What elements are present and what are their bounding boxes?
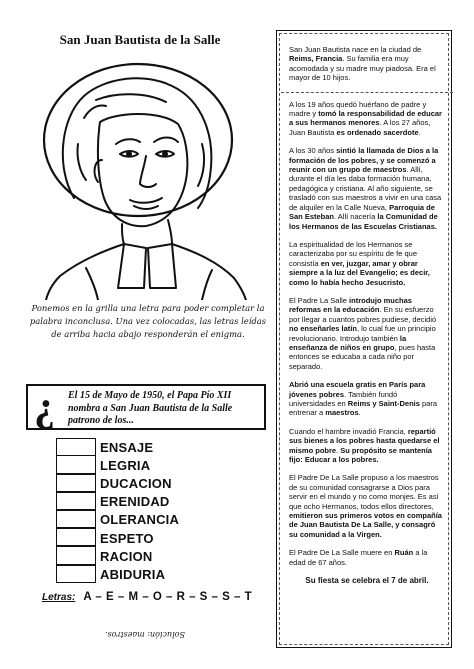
bold-run: Ruán [394,548,414,558]
page-title: San Juan Bautista de la Salle [59,32,221,47]
bold-run: repartió sus bienes a los pobres hasta quedarse el mismo pobre [289,426,440,455]
word-row [56,529,179,547]
bold-run: en ver, juzgar, amar y obrar siempre a la luz del Evangelio; es decir, como lo había hecho Jesucristo. [289,258,430,287]
letters-label: Letras: [42,592,76,603]
incomplete-word: LEGRIA [100,457,151,473]
text-run: . Allí nacería [334,212,378,222]
bio-paragraph [289,548,445,567]
enigma-question-box [26,384,266,430]
text-run: El Padre La Salle [289,295,350,305]
question-mark-icon: ¿ [34,384,55,430]
incomplete-word: RACION [100,548,153,564]
enigma-question-text: El 15 de Mayo de 1950, el Papa Pío XII nombra a San Juan Bautista de la Salle patrono de los... [68,390,233,426]
bio-paragraph [289,146,445,231]
text-run: . En su esfuerzo por llegar a cuantos pobres pudiese, decidió [289,305,437,324]
bold-run: Parroquia de San Esteban [289,202,435,222]
text-run: a la edad de 67 años. [289,548,428,567]
text-run: . Allí, durante el día les daba formación humana, pedagógica y cristiana. Al año siguiente, se trasladó con sus maestros a vivir en una casa de alquiler en la Calle Nueva, [289,165,442,212]
text-run: . Su familia era muy acomodada y su madre muy piadosa. Era el mayor de 10 hijos. [289,54,436,83]
bold-run: es ordenado sacerdote [336,127,419,137]
word-row [56,511,179,529]
letter-input-box[interactable] [56,455,96,473]
bio-paragraph [289,380,445,418]
biography-text [289,45,445,586]
letter-input-box[interactable] [56,438,96,456]
instructions-text: Ponemos en la grilla una letra para poder completar la palabra inconclusa. Una vez colocadas, las letras leídas de arriba hacia abajo responderán el enigma. [29,303,267,339]
incomplete-word: DUCACION [100,475,172,491]
incomplete-word: OLERANCIA [100,512,180,528]
biography-panel [276,30,452,648]
text-run: , lo cual fue un principio revolucionario. Introdujo también [289,324,436,343]
bold-run: emitieron sus primeros votos en compañía de Juan Bautista De La Salle, y consagró su comunidad a la Virgen. [289,511,442,539]
bold-run: Reims, Francia [289,54,343,64]
dashed-divider [281,92,453,93]
letter-input-box[interactable] [56,492,96,510]
incomplete-word: ESPETO [100,530,154,546]
feast-day-text: Su fiesta se celebra el 7 de abril. [305,576,429,586]
text-run: La espiritualidad de los Hermanos se caracterizaba por su espíritu de fe que consistía [289,239,417,268]
word-row [56,565,179,583]
inverted-answer: Solución: maestros. [105,630,185,639]
text-run: . [358,408,361,418]
text-run: . También fundó universidades en [289,389,398,408]
bold-run: Su propósito se mantenía fijo: Educar a los pobres. [289,445,432,465]
available-letters [42,591,252,603]
word-row [56,438,179,456]
bio-paragraph [289,45,445,83]
letters-value: A – E – M – O – R – S – S – T [83,591,253,603]
incomplete-word: ENSAJE [100,439,154,455]
letter-input-box[interactable] [56,474,96,492]
letter-input-box[interactable] [56,565,96,583]
text-run: El Padre De La Salle muere en [289,548,395,558]
bio-paragraph [289,240,445,287]
word-row [56,493,179,511]
word-row [56,547,179,565]
text-run: . [336,445,341,455]
text-run: A los 30 años [289,146,337,156]
bold-run: maestros [325,408,359,418]
bold-run: no enseñarles latín [289,324,357,334]
letter-input-box[interactable] [56,510,96,528]
text-run: . A los 27 años, Juan Bautista [289,118,431,137]
bold-run: introdujo muchas reformas en la educación [289,295,412,315]
bold-run: Abrió una escuela gratis en París para jóvenes pobres [289,380,426,399]
text-run: El Padre De La Salle propuso a los maestros de su comunidad consagrarse a Dios para servir en el mundo y no como monjes. Es así que ocho Hermanos, todos ellos directores, [289,473,439,511]
bold-run: tomó la responsabilidad de educar a sus hermanos menores [289,109,442,128]
text-run: A los 19 años quedó huérfano de padre y madre y [289,99,427,119]
word-row [56,456,179,474]
bold-run: la Comunidad de los Hermanos de las Escuelas Cristianas. [289,212,438,231]
bold-run: la enseñanza de niños en grupo [289,333,407,352]
word-row [56,474,179,492]
bio-paragraph [289,427,445,465]
bold-run: sintió la llamada de Dios a la formación de los pobres, y se comenzó a reunir con un grupo de maestros [289,146,439,175]
worksheet-page [6,6,468,662]
text-run: Cuando el hambre invadió Francia, [289,426,408,436]
letter-input-box[interactable] [56,528,96,546]
text-run: . [418,127,421,137]
bio-paragraph [289,473,445,539]
bold-run: Reims y Saint-Denis [347,399,420,408]
incomplete-word: ABIDURIA [100,566,166,582]
text-run: , pues hasta entonces se educaba a cada niño por separado. [289,342,436,371]
text-run: San Juan Bautista nace en la ciudad de [289,45,422,54]
bio-paragraph [289,100,445,138]
incomplete-word: ERENIDAD [100,494,170,510]
text-run: para entrenar a [289,399,438,418]
saint-portrait-illustration [26,48,258,300]
bio-paragraph [289,296,445,371]
letter-input-box[interactable] [56,546,96,564]
word-grid [56,438,179,584]
